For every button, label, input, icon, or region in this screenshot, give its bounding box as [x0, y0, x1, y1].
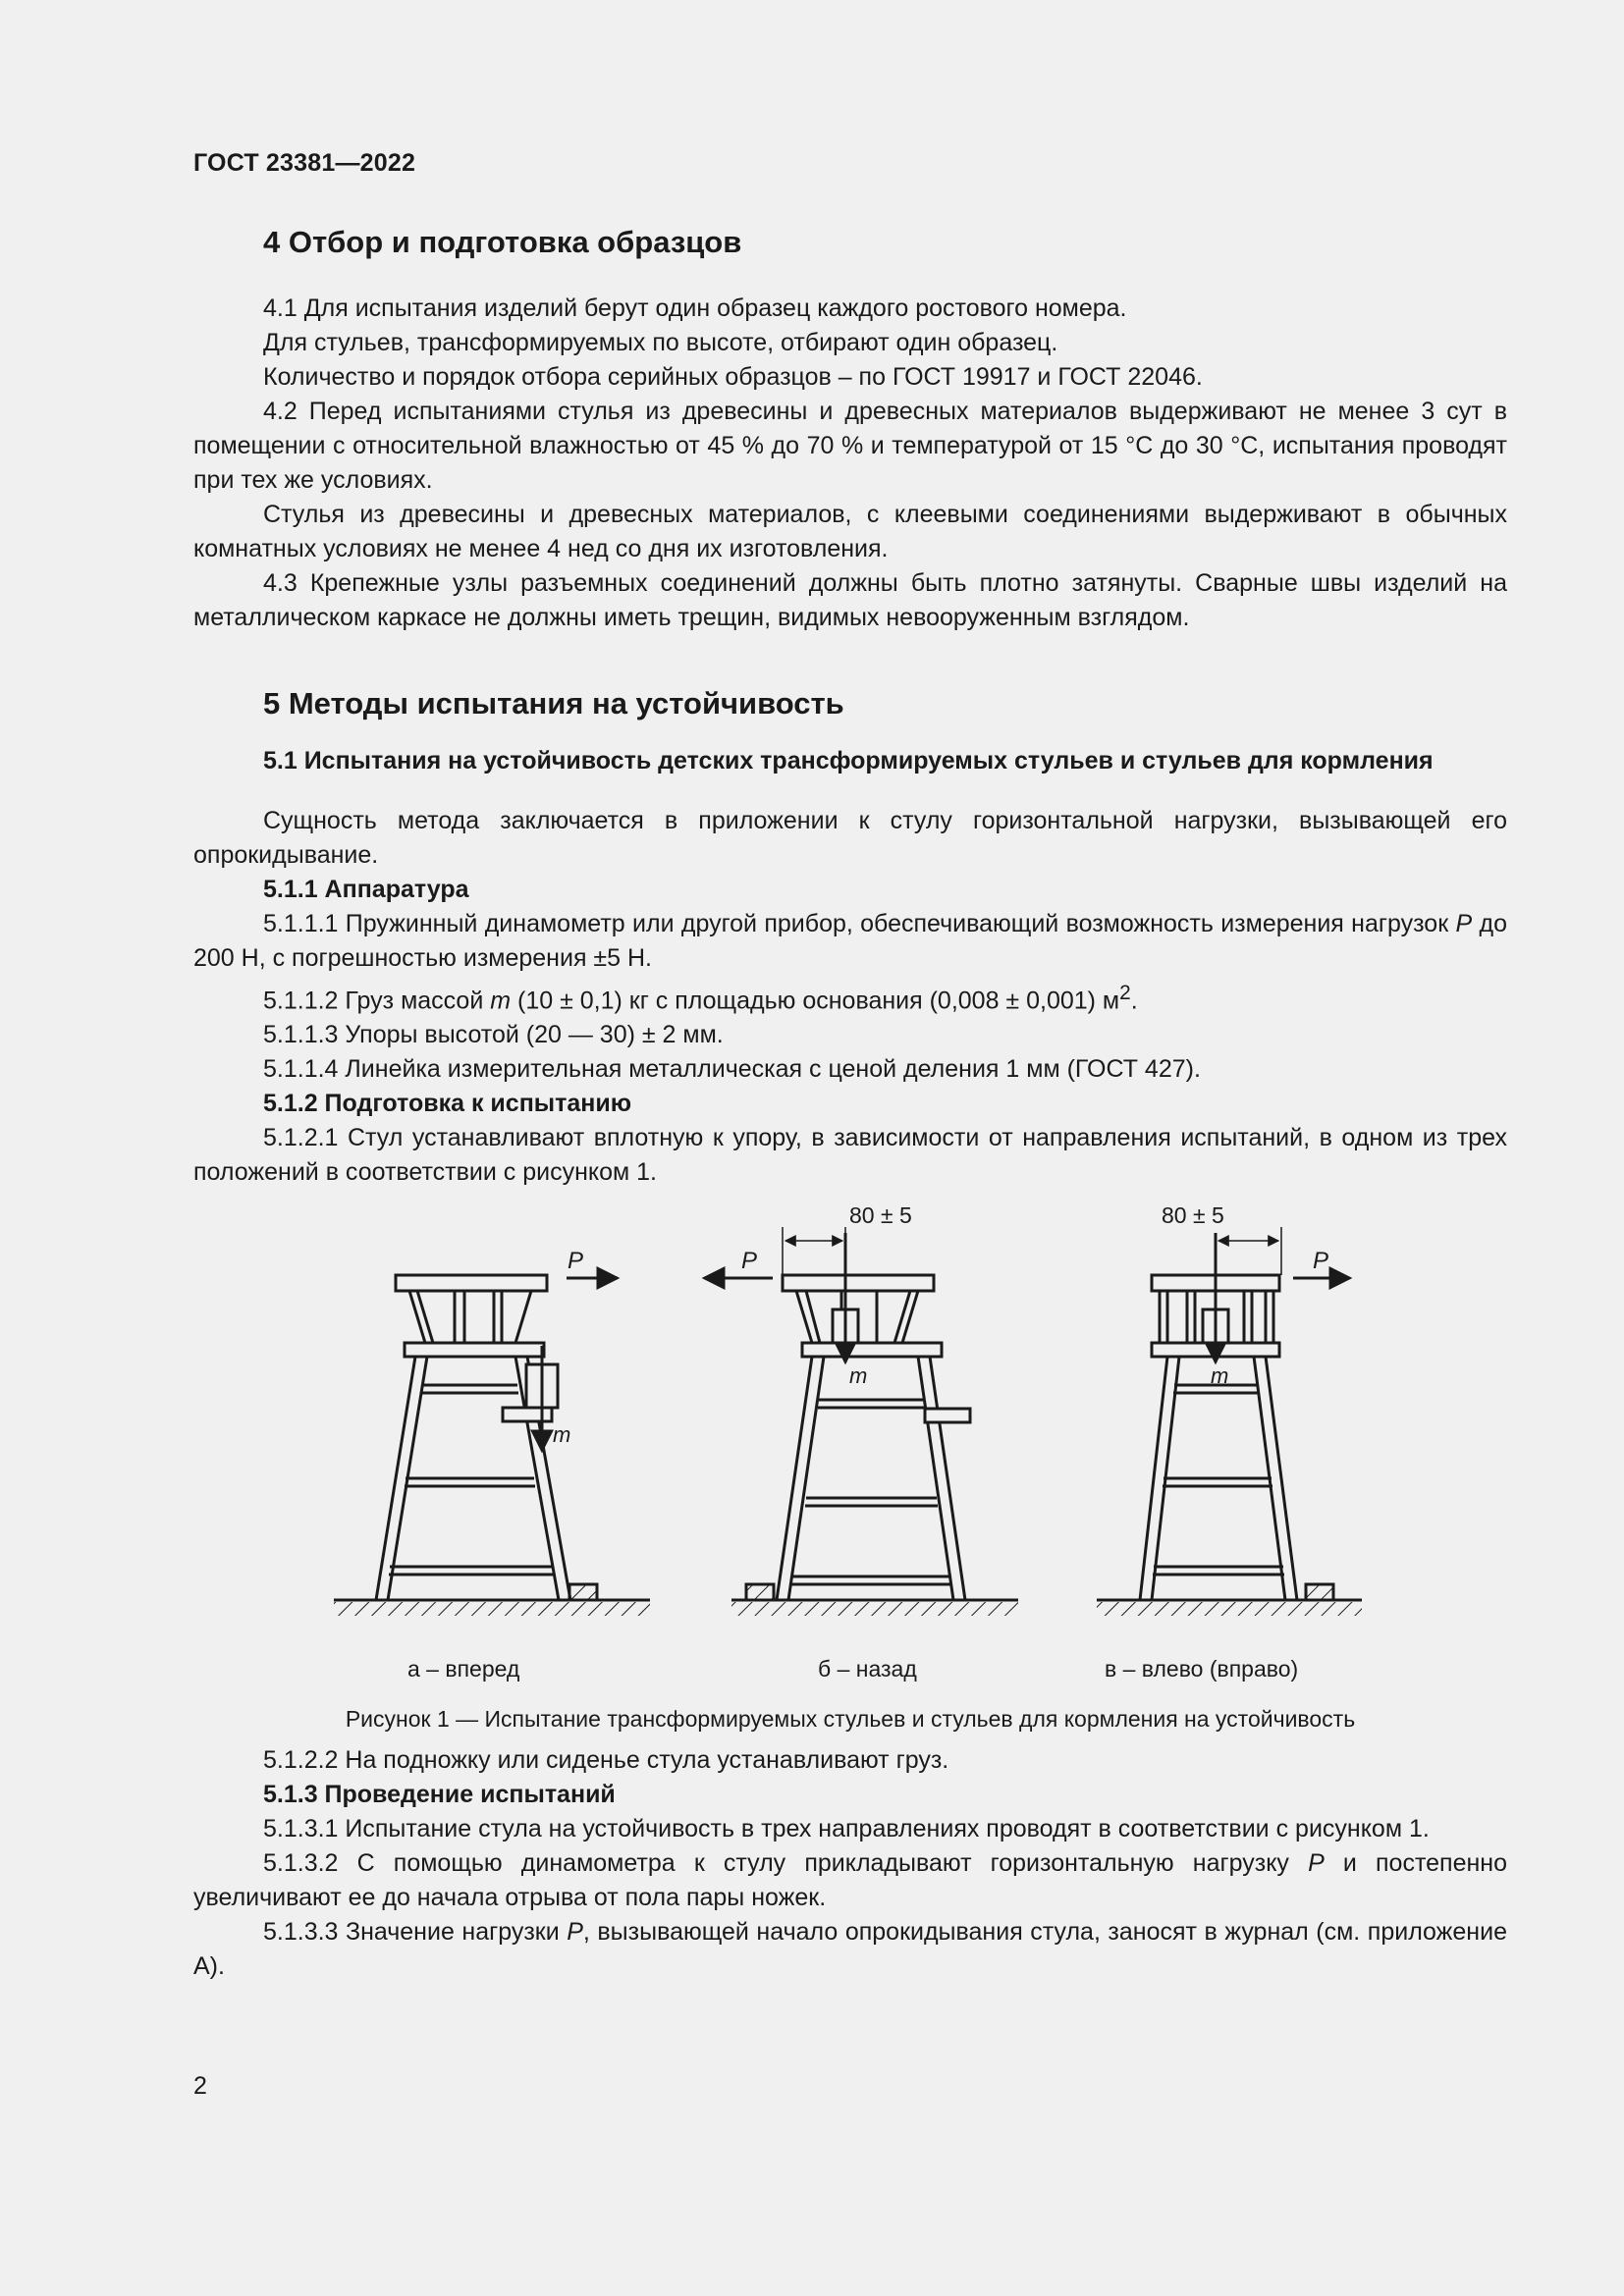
dimension-label-b: 80 ± 5 — [849, 1202, 912, 1229]
force-label-c: P — [1313, 1248, 1329, 1275]
document-header: ГОСТ 23381—2022 — [193, 149, 416, 177]
paragraph-4-1-c: Количество и порядок отбора серийных образцов – по ГОСТ 19917 и ГОСТ 22046. — [263, 363, 1203, 391]
document-body — [193, 221, 1507, 1984]
paragraph-4-2: 4.2 Перед испытаниями стулья из древесины и древесных материалов выдерживают не менее 3 сут в помещении с относительной влажностью от 45 % до 70 % и температурой от 15 °С до 30 °С, испытания проводят при тех же условиях. — [193, 398, 1507, 494]
chair-a-drawing — [334, 1275, 650, 1616]
paragraph-5-1-1-1: 5.1.1.1 Пружинный динамометр или другой прибор, обеспечивающий возможность измерения нагрузок Р до 200 Н, с погрешностью измерения ±5 Н. — [193, 910, 1507, 972]
mass-label-a: m — [553, 1422, 571, 1448]
paragraph-4-2-b: Стулья из древесины и древесных материалов, с клеевыми соединениями выдерживают в обычных комнатных условиях не менее 4 нед со дня их изготовления. — [193, 501, 1507, 562]
force-label-a: P — [568, 1248, 584, 1275]
figure-caption: Рисунок 1 — Испытание трансформируемых стульев и стульев для кормления на устойчивость — [345, 1706, 1356, 1733]
paragraph-4-3: 4.3 Крепежные узлы разъемных соединений должны быть плотно затянуты. Сварные швы изделий на металлическом каркасе не должны иметь трещин, видимых невооруженным взглядом. — [193, 569, 1507, 631]
chair-c-drawing — [1097, 1227, 1362, 1616]
subsection-5-1-1-title: 5.1.1 Аппаратура — [263, 876, 469, 903]
figure-sublabel-c: в – влево (вправо) — [1105, 1656, 1299, 1682]
paragraph-5-1-3-3: 5.1.3.3 Значение нагрузки Р, вызывающей начало опрокидывания стула, заносят в журнал (см. приложение А). — [193, 1918, 1507, 1981]
paragraph-5-1-1-2: 5.1.1.2 Груз массой m (10 ± 0,1) кг с площадью основания (0,008 ± 0,001) $м^2$. — [263, 982, 1138, 1015]
paragraph-5-1-3-2: 5.1.3.2 С помощью динамометра к стулу прикладывают горизонтальную нагрузку Р и постепенно увеличивают ее до начала отрыва от пола пары ножек. — [193, 1849, 1507, 1912]
section-5-title: 5 Методы испытания на устойчивость — [263, 686, 844, 721]
paragraph-5-1-3-1: 5.1.3.1 Испытание стула на устойчивость в трех направлениях проводят в соответствии с рисунком 1. — [263, 1815, 1430, 1843]
figure-1-drawing — [193, 1194, 1507, 1665]
dimension-label-c: 80 ± 5 — [1162, 1202, 1224, 1229]
subsection-5-1-3-title: 5.1.3 Проведение испытаний — [263, 1781, 616, 1809]
paragraph-5-1-1-4: 5.1.1.4 Линейка измерительная металлическая с ценой деления 1 мм (ГОСТ 427). — [263, 1055, 1201, 1084]
section-4-title: 4 Отбор и подготовка образцов — [263, 225, 742, 259]
paragraph-4-1: 4.1 Для испытания изделий берут один образец каждого ростового номера. — [263, 294, 1127, 322]
paragraph-5-1-1-3: 5.1.1.3 Упоры высотой (20 — 30) ± 2 мм. — [263, 1021, 724, 1049]
mass-label-c: m — [1211, 1363, 1229, 1389]
paragraph-5-1: Сущность метода заключается в приложении к стулу горизонтальной нагрузки, вызывающей его опрокидывание. — [193, 807, 1507, 869]
paragraph-5-1-2-1: 5.1.2.1 Стул устанавливают вплотную к упору, в зависимости от направления испытаний, в одном из трех положений в соответствии с рисунком 1. — [193, 1124, 1507, 1187]
subsection-5-1-title: 5.1 Испытания на устойчивость детских трансформируемых стульев и стульев для кормления — [263, 747, 1434, 774]
paragraph-5-1-2-2: 5.1.2.2 На подножку или сиденье стула устанавливают груз. — [263, 1746, 949, 1775]
force-label-b: P — [741, 1248, 758, 1275]
paragraph-4-1-b: Для стульев, трансформируемых по высоте, отбирают один образец. — [263, 329, 1058, 356]
subsection-5-1-2-title: 5.1.2 Подготовка к испытанию — [263, 1090, 632, 1118]
figure-sublabel-a: а – вперед — [407, 1656, 520, 1682]
figure-sublabel-b: б – назад — [818, 1656, 917, 1682]
figure-1 — [193, 1194, 1507, 1743]
page-number: 2 — [193, 2072, 207, 2100]
mass-label-b: m — [849, 1363, 868, 1389]
chair-b-drawing — [704, 1227, 1018, 1616]
